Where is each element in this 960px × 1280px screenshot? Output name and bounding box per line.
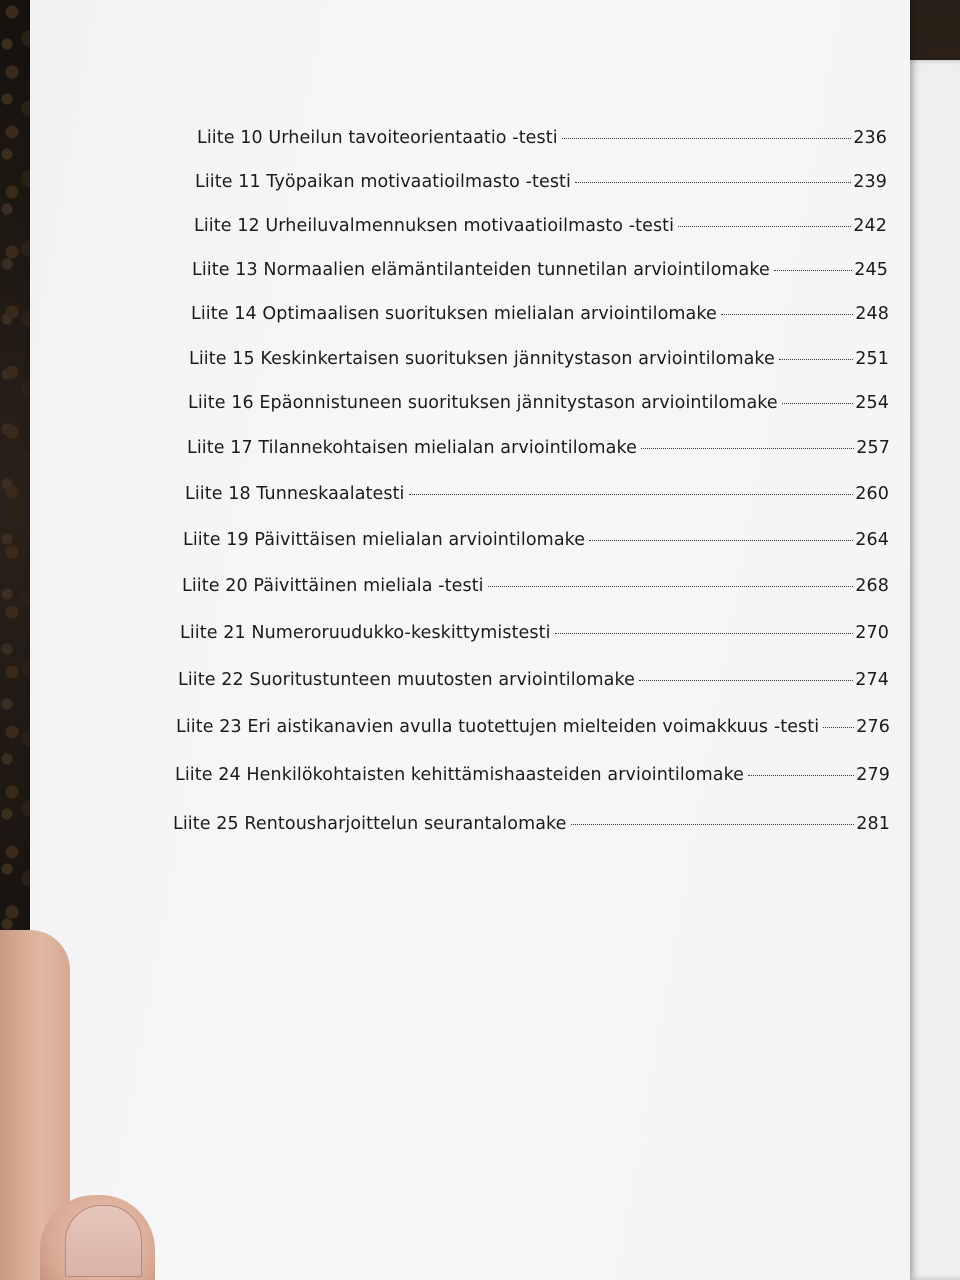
toc-entry bbox=[183, 530, 889, 560]
toc-dot-leader bbox=[575, 182, 851, 183]
toc-dot-leader bbox=[488, 586, 854, 587]
toc-entry-page: 274 bbox=[855, 670, 889, 690]
toc-entry-page: 254 bbox=[855, 393, 889, 413]
thumbnail-nail bbox=[65, 1205, 142, 1277]
toc-entry-page: 281 bbox=[856, 814, 890, 834]
toc-dot-leader bbox=[571, 824, 855, 825]
toc-dot-leader bbox=[409, 494, 854, 495]
toc-entry-title: Liite 13 Normaalien elämäntilanteiden tunnetilan arviointilomake bbox=[192, 260, 770, 280]
toc-entry bbox=[195, 172, 887, 202]
toc-entry bbox=[192, 260, 888, 290]
toc-entry bbox=[175, 765, 890, 795]
toc-dot-leader bbox=[823, 727, 854, 728]
toc-entry-title: Liite 16 Epäonnistuneen suorituksen jännitystason arviointilomake bbox=[188, 393, 778, 413]
toc-entry-page: 268 bbox=[855, 576, 889, 596]
toc-entry bbox=[185, 484, 889, 514]
toc-entry-page: 236 bbox=[853, 128, 887, 148]
toc-entry-title: Liite 12 Urheiluvalmennuksen motivaatioilmasto -testi bbox=[194, 216, 675, 236]
toc-entry bbox=[176, 717, 890, 747]
toc-dot-leader bbox=[678, 226, 851, 227]
toc-entry-page: 279 bbox=[856, 765, 890, 785]
toc-dot-leader bbox=[782, 403, 854, 404]
toc-dot-leader bbox=[562, 138, 852, 139]
toc-entry bbox=[178, 670, 889, 700]
toc-entry-page: 264 bbox=[855, 530, 889, 550]
toc-entry bbox=[194, 216, 887, 246]
toc-entry bbox=[180, 623, 889, 653]
toc-entry bbox=[191, 304, 889, 334]
toc-entry-title: Liite 21 Numeroruudukko-keskittymistesti bbox=[180, 623, 551, 643]
toc-entry-title: Liite 22 Suoritustunteen muutosten arviointilomake bbox=[178, 670, 635, 690]
toc-entry bbox=[197, 128, 887, 158]
toc-entry-title: Liite 11 Työpaikan motivaatioilmasto -testi bbox=[195, 172, 571, 192]
toc-entry-title: Liite 19 Päivittäisen mielialan arviointilomake bbox=[183, 530, 586, 550]
toc-entry-title: Liite 25 Rentousharjoittelun seurantalomake bbox=[173, 814, 567, 834]
toc-entry-title: Liite 20 Päivittäinen mieliala -testi bbox=[182, 576, 484, 596]
toc-entry-page: 242 bbox=[853, 216, 887, 236]
toc-entry-page: 239 bbox=[853, 172, 887, 192]
toc-entry-title: Liite 24 Henkilökohtaisten kehittämishaasteiden arviointilomake bbox=[175, 765, 745, 785]
toc-entry bbox=[189, 349, 889, 379]
toc-entry bbox=[187, 438, 890, 468]
toc-entry bbox=[173, 814, 890, 844]
toc-entry-page: 248 bbox=[855, 304, 889, 324]
toc-entry-title: Liite 14 Optimaalisen suorituksen mielialan arviointilomake bbox=[191, 304, 717, 324]
toc-entry-page: 270 bbox=[855, 623, 889, 643]
toc-entry-title: Liite 18 Tunneskaalatesti bbox=[185, 484, 405, 504]
toc-entry-title: Liite 23 Eri aistikanavien avulla tuotettujen mielteiden voimakkuus -testi bbox=[176, 717, 820, 737]
toc-entry-title: Liite 17 Tilannekohtaisen mielialan arviointilomake bbox=[187, 438, 637, 458]
toc-entry bbox=[188, 393, 889, 423]
toc-dot-leader bbox=[641, 448, 854, 449]
toc-entry-page: 257 bbox=[856, 438, 890, 458]
toc-dot-leader bbox=[748, 775, 854, 776]
toc-entry-page: 251 bbox=[855, 349, 889, 369]
toc-entry bbox=[182, 576, 889, 606]
toc-entry-title: Liite 15 Keskinkertaisen suorituksen jännitystason arviointilomake bbox=[189, 349, 775, 369]
toc-dot-leader bbox=[774, 270, 852, 271]
toc-dot-leader bbox=[555, 633, 854, 634]
toc-entry-page: 260 bbox=[855, 484, 889, 504]
toc-entry-page: 276 bbox=[856, 717, 890, 737]
toc-entry-page: 245 bbox=[854, 260, 888, 280]
toc-entry-title: Liite 10 Urheilun tavoiteorientaatio -testi bbox=[197, 128, 558, 148]
toc-dot-leader bbox=[779, 359, 853, 360]
toc-dot-leader bbox=[721, 314, 853, 315]
toc-dot-leader bbox=[639, 680, 853, 681]
toc-dot-leader bbox=[589, 540, 853, 541]
